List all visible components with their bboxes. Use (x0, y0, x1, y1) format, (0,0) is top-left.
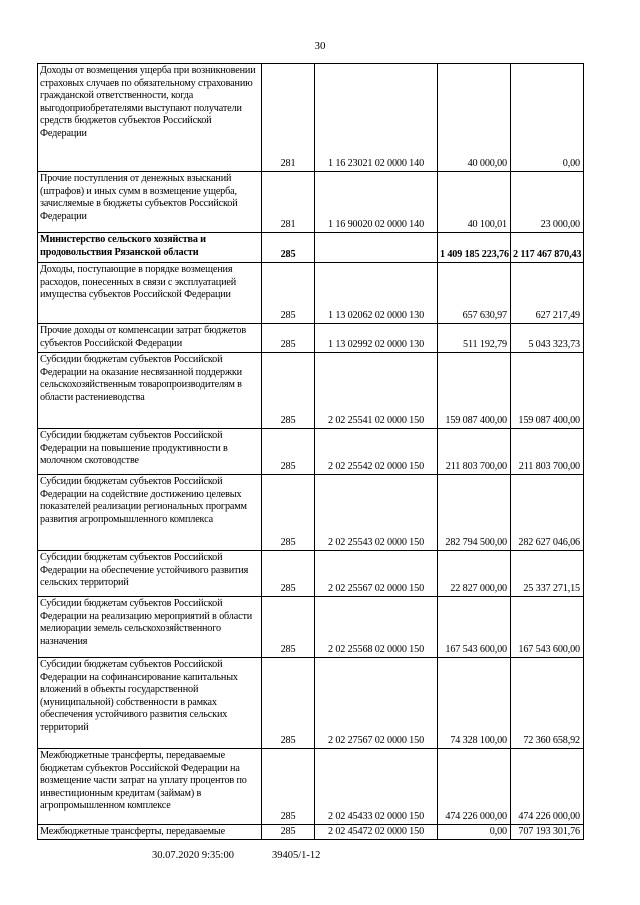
table-row (38, 551, 584, 597)
table-row (38, 658, 584, 749)
row-budget-code (315, 233, 438, 263)
row-name: Доходы, поступающие в порядке возмещения расходов, понесенных в связи с эксплуатацией имущества субъектов Российской Федерации (38, 263, 262, 324)
row-name: Доходы от возмещения ущерба при возникновении страховых случаев по обязательному страхованию гражданской ответственности, когда выгодоприобретателями выступают получатели средств бюджетов субъектов Российской Федерации (38, 64, 262, 172)
table-row (38, 353, 584, 429)
row-name: Прочие поступления от денежных взысканий (штрафов) и иных сумм в возмещение ущерба, зачисляемые в бюджеты субъектов Российской Федерации (38, 172, 262, 233)
row-budget-code: 2 02 25567 02 0000 150 (315, 551, 438, 597)
row-plan: 159 087 400,00 (438, 353, 511, 429)
row-plan: 40 100,01 (438, 172, 511, 233)
table-row (38, 263, 584, 324)
row-admin-code: 285 (262, 324, 315, 353)
row-admin-code: 285 (262, 658, 315, 749)
row-name: Субсидии бюджетам субъектов Российской Федерации на повышение продуктивности в молочном скотоводстве (38, 429, 262, 475)
row-actual: 25 337 271,15 (511, 551, 584, 597)
row-admin-code: 285 (262, 749, 315, 825)
row-admin-code: 285 (262, 429, 315, 475)
row-name: Межбюджетные трансферты, передаваемые бюджетам субъектов Российской Федерации на возмещение части затрат на уплату процентов по инвестиционным кредитам (займам) в агропромышленном комплексе (38, 749, 262, 825)
row-plan: 74 328 100,00 (438, 658, 511, 749)
row-name: Субсидии бюджетам субъектов Российской Федерации на содействие достижению целевых показателей реализации региональных программ развития агропромышленного комплекса (38, 475, 262, 551)
table-row (38, 64, 584, 172)
row-name: Субсидии бюджетам субъектов Российской Федерации на оказание несвязанной поддержки сельскохозяйственным товаропроизводителям в области растениеводства (38, 353, 262, 429)
row-actual: 2 117 467 870,43 (511, 233, 584, 263)
row-actual: 5 043 323,73 (511, 324, 584, 353)
footer-doc-ref: 39405/1-12 (272, 850, 321, 861)
row-admin-code: 285 (262, 475, 315, 551)
row-plan: 167 543 600,00 (438, 597, 511, 658)
row-budget-code: 2 02 45472 02 0000 150 (315, 825, 438, 840)
row-actual: 474 226 000,00 (511, 749, 584, 825)
table-row (38, 475, 584, 551)
row-plan: 211 803 700,00 (438, 429, 511, 475)
row-plan: 474 226 000,00 (438, 749, 511, 825)
row-budget-code: 1 13 02062 02 0000 130 (315, 263, 438, 324)
row-budget-code: 2 02 25543 02 0000 150 (315, 475, 438, 551)
row-plan: 40 000,00 (438, 64, 511, 172)
footer-datetime: 30.07.2020 9:35:00 (152, 850, 234, 861)
revenue-table (37, 63, 584, 840)
row-admin-code: 285 (262, 353, 315, 429)
row-actual: 23 000,00 (511, 172, 584, 233)
table-row (38, 825, 584, 840)
row-plan: 22 827 000,00 (438, 551, 511, 597)
row-actual: 0,00 (511, 64, 584, 172)
row-budget-code: 2 02 27567 02 0000 150 (315, 658, 438, 749)
row-admin-code: 281 (262, 172, 315, 233)
row-actual: 167 543 600,00 (511, 597, 584, 658)
table-row (38, 429, 584, 475)
page-number: 30 (314, 40, 326, 52)
table-row (38, 749, 584, 825)
table-row (38, 597, 584, 658)
row-plan: 1 409 185 223,76 (438, 233, 511, 263)
row-budget-code: 2 02 25542 02 0000 150 (315, 429, 438, 475)
row-name: Министерство сельского хозяйства и продовольствия Рязанской области (38, 233, 262, 263)
row-actual: 282 627 046,06 (511, 475, 584, 551)
table-row (38, 324, 584, 353)
table-row (38, 172, 584, 233)
row-budget-code: 1 13 02992 02 0000 130 (315, 324, 438, 353)
row-admin-code: 285 (262, 263, 315, 324)
row-actual: 211 803 700,00 (511, 429, 584, 475)
row-budget-code: 2 02 25568 02 0000 150 (315, 597, 438, 658)
row-admin-code: 285 (262, 233, 315, 263)
row-admin-code: 285 (262, 551, 315, 597)
row-plan: 0,00 (438, 825, 511, 840)
row-name: Прочие доходы от компенсации затрат бюджетов субъектов Российской Федерации (38, 324, 262, 353)
row-plan: 282 794 500,00 (438, 475, 511, 551)
row-actual: 707 193 301,76 (511, 825, 584, 840)
row-name: Субсидии бюджетам субъектов Российской Федерации на реализацию мероприятий в области мелиорации земель сельскохозяйственного назначения (38, 597, 262, 658)
row-budget-code: 1 16 90020 02 0000 140 (315, 172, 438, 233)
row-budget-code: 2 02 45433 02 0000 150 (315, 749, 438, 825)
row-admin-code: 285 (262, 597, 315, 658)
row-name: Субсидии бюджетам субъектов Российской Федерации на софинансирование капитальных вложений в объекты государственной (муниципальной) собственности в рамках обеспечения устойчивого развития сельских территорий (38, 658, 262, 749)
table-row-ministry (38, 233, 584, 263)
row-actual: 159 087 400,00 (511, 353, 584, 429)
row-name: Межбюджетные трансферты, передаваемые (38, 825, 262, 840)
row-budget-code: 1 16 23021 02 0000 140 (315, 64, 438, 172)
row-admin-code: 285 (262, 825, 315, 840)
row-actual: 72 360 658,92 (511, 658, 584, 749)
row-admin-code: 281 (262, 64, 315, 172)
row-plan: 657 630,97 (438, 263, 511, 324)
row-plan: 511 192,79 (438, 324, 511, 353)
row-name: Субсидии бюджетам субъектов Российской Федерации на обеспечение устойчивого развития сельских территорий (38, 551, 262, 597)
row-budget-code: 2 02 25541 02 0000 150 (315, 353, 438, 429)
row-actual: 627 217,49 (511, 263, 584, 324)
